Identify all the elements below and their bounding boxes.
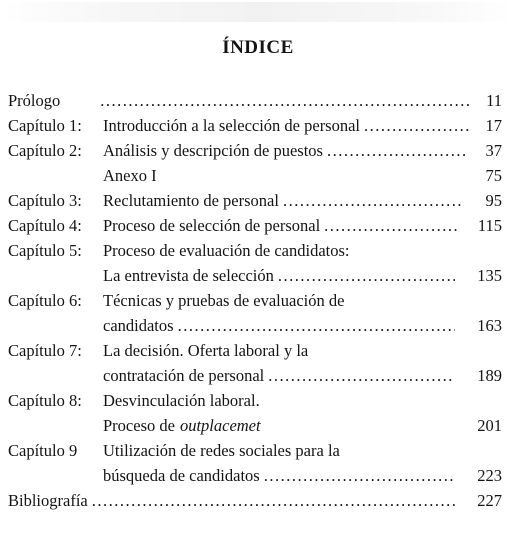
page-title: ÍNDICE (222, 37, 294, 58)
toc-entry-anexo-1 (8, 163, 502, 188)
toc-entry-capitulo-7-cont (8, 363, 502, 388)
toc-page-number: 75 (485, 166, 502, 185)
toc-entry-title: La decisión. Oferta laboral y la (103, 341, 309, 360)
toc-page-number: 37 (485, 141, 502, 160)
toc-leader-dots (324, 213, 459, 238)
toc-entry-capitulo-4 (8, 213, 502, 238)
toc-chapter-label: Capítulo 5: (8, 241, 82, 260)
toc-entry-capitulo-3 (8, 188, 502, 213)
toc-chapter-label: Capítulo 3: (8, 191, 82, 210)
toc-entry-title: Proceso de selección de personal (103, 216, 321, 235)
toc-page-number: 223 (477, 466, 502, 485)
toc-entry-title: Proceso de evaluación de candidatos: (103, 241, 350, 260)
toc-leader-dots (268, 363, 455, 388)
toc-chapter-label: Capítulo 8: (8, 391, 82, 410)
toc-entry-capitulo-9 (8, 438, 502, 463)
toc-page-number: 95 (485, 191, 502, 210)
toc-chapter-label: Capítulo 6: (8, 291, 82, 310)
toc-entry-title: contratación de personal (103, 366, 265, 385)
toc-entry-capitulo-8 (8, 388, 502, 413)
table-of-contents (8, 88, 502, 513)
toc-entry-capitulo-6 (8, 288, 502, 313)
toc-page-number: 227 (477, 491, 502, 510)
toc-leader-dots (283, 188, 461, 213)
toc-page-number: 115 (477, 216, 502, 235)
toc-page-number: 163 (477, 316, 502, 335)
toc-chapter-label: Capítulo 9 (8, 441, 78, 460)
toc-chapter-label: Capítulo 4: (8, 216, 82, 235)
toc-chapter-label: Capítulo 7: (8, 341, 82, 360)
toc-entry-title: Introducción a la selección de personal (103, 116, 361, 135)
toc-entry-title: Proceso de (103, 416, 175, 435)
toc-leader-dots (264, 463, 455, 488)
toc-entry-title: La entrevista de selección (103, 266, 274, 285)
toc-entry-capitulo-5 (8, 238, 502, 263)
toc-entry-label: Prólogo (8, 91, 61, 110)
toc-entry-capitulo-9-cont (8, 463, 502, 488)
toc-leader-dots (178, 313, 455, 338)
toc-page-number: 11 (486, 91, 502, 110)
toc-page-number: 17 (485, 116, 502, 135)
toc-page-number: 189 (477, 366, 502, 385)
toc-leader-dots (327, 138, 467, 163)
toc-chapter-label: Capítulo 2: (8, 141, 82, 160)
toc-entry-prologo (8, 88, 502, 113)
toc-entry-title: Reclutamiento de personal (103, 191, 279, 210)
toc-entry-capitulo-6-cont (8, 313, 502, 338)
toc-entry-capitulo-2 (8, 138, 502, 163)
toc-leader-dots (100, 88, 469, 113)
toc-page-number: 135 (477, 266, 502, 285)
toc-entry-title: Técnicas y pruebas de evaluación de (103, 291, 345, 310)
toc-entry-capitulo-1 (8, 113, 502, 138)
toc-chapter-label: Capítulo 1: (8, 116, 82, 135)
bleed-through-shadow (0, 2, 516, 22)
toc-leader-dots (278, 263, 455, 288)
toc-entry-title: búsqueda de candidatos (103, 466, 260, 485)
toc-leader-dots (364, 113, 469, 138)
toc-entry-bibliografia (8, 488, 502, 513)
toc-entry-title: candidatos (103, 316, 174, 335)
toc-entry-title: Análisis y descripción de puestos (103, 141, 323, 160)
toc-entry-title: Utilización de redes sociales para la (103, 441, 340, 460)
toc-entry-title-italic: outplacemet (179, 416, 261, 435)
toc-entry-title: Anexo I (103, 166, 157, 185)
toc-entry-capitulo-5-cont (8, 263, 502, 288)
toc-leader-dots (92, 488, 456, 513)
toc-entry-capitulo-7 (8, 338, 502, 363)
toc-entry-capitulo-8-cont (8, 413, 502, 438)
toc-page-number: 201 (477, 416, 502, 435)
toc-entry-title: Desvinculación laboral. (103, 391, 260, 410)
toc-entry-label: Bibliografía (8, 491, 88, 510)
